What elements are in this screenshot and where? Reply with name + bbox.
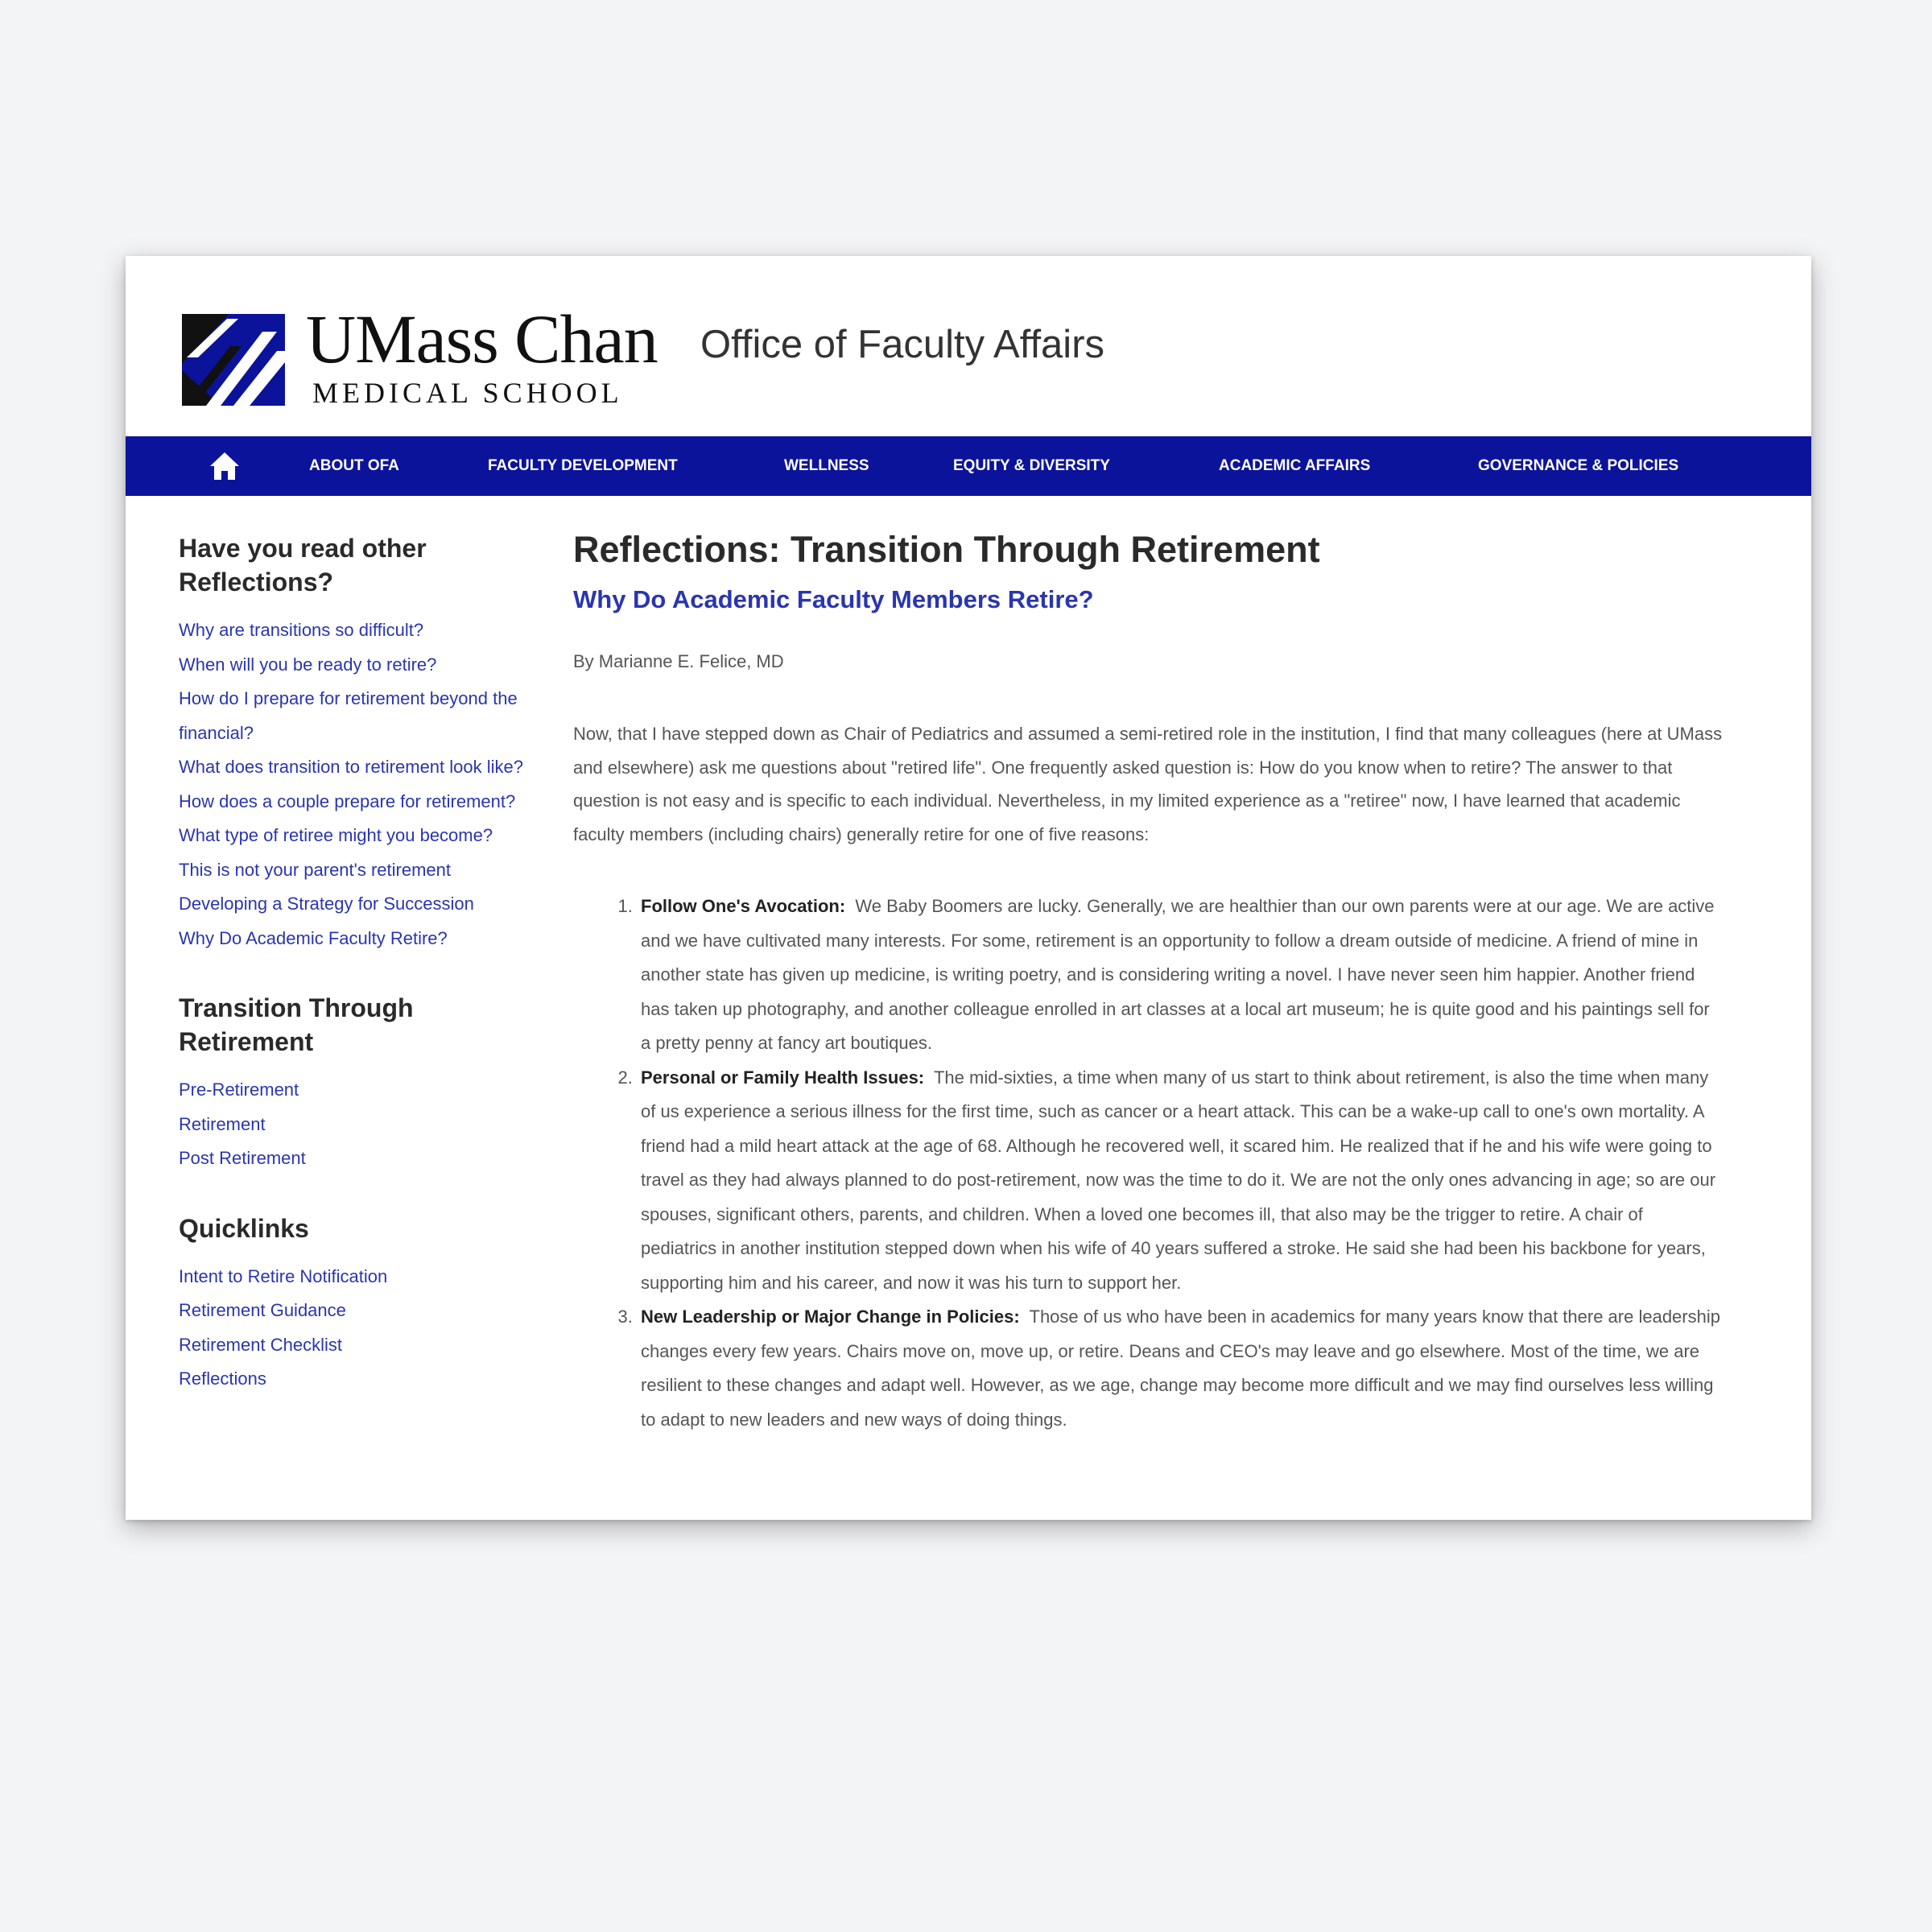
reason-text: The mid-sixties, a time when many of us start to think about retirement, is also the time when many of us experience a serious illness for the first time, such as cancer or a heart attack. This can be a wake-up call to one's own mortality. A friend had a mild heart attack at the age of 68. Although he recovered well, it scared him. He realized that if he and his wife were going to travel as they had always planned to do post-retirement, now was the time to do it. We are not the only ones advancing in age; so are our spouses, significant others, parents, and children. When a loved one becomes ill, that also may be the trigger to retire. A chair of pediatrics in another institution stepped down when his wife of 40 years suffered a stroke. He said she had been his backbone for years, supporting him and his career, and now it was his turn to support her. <box>641 1067 1716 1293</box>
main-content <box>573 530 1724 1437</box>
sidebar-heading-reflections: Have you read other Reflections? <box>179 534 427 597</box>
sidebar-link-post-retirement[interactable]: Post Retirement <box>179 1148 306 1168</box>
sidebar-link-pre-retirement[interactable]: Pre-Retirement <box>179 1080 299 1100</box>
list-item <box>638 1300 1723 1437</box>
sidebar-link-retirement-checklist[interactable]: Retirement Checklist <box>179 1334 342 1355</box>
reasons-list <box>573 890 1723 1437</box>
sidebar-link-why-transitions-difficult[interactable]: Why are transitions so difficult? <box>179 620 424 640</box>
sidebar-link-not-parents-retirement[interactable]: This is not your parent's retirement <box>179 859 452 880</box>
umass-chan-logo-icon[interactable] <box>182 314 285 406</box>
reason-title: New Leadership or Major Change in Policies: <box>641 1307 1020 1327</box>
wordmark-umass-chan[interactable]: UMass Chan <box>306 300 658 378</box>
list-item <box>638 890 1723 1061</box>
main-navigation <box>126 436 1811 496</box>
reason-title: Follow One's Avocation: <box>641 896 846 917</box>
nav-equity-diversity[interactable]: EQUITY & DIVERSITY <box>953 457 1110 474</box>
sidebar-spacer <box>179 1176 533 1212</box>
reason-text: We Baby Boomers are lucky. Generally, we are healthier than our own parents were at our age. We are active and we have cultivated many interests. For some, retirement is an opportunity to follow a dream outside of medicine. A friend of mine in another state has given up medicine, is writing poetry, and is considering writing a novel. I have never seen him happier. Another friend has taken up photography, and another colleague enrolled in art classes at a local art museum; he is quite good and his paintings sell for a pretty penny at fancy art boutiques. <box>641 896 1715 1054</box>
sidebar-link-transition-look-like[interactable]: What does transition to retirement look like? <box>179 757 523 777</box>
wordmark-medical-school[interactable]: MEDICAL SCHOOL <box>312 377 623 409</box>
sidebar-link-intent-to-retire[interactable]: Intent to Retire Notification <box>179 1265 388 1286</box>
byline: By Marianne E. Felice, MD <box>573 650 784 671</box>
sidebar-link-type-of-retiree[interactable]: What type of retiree might you become? <box>179 825 493 845</box>
nav-faculty-development[interactable]: FACULTY DEVELOPMENT <box>488 457 678 474</box>
reason-title: Personal or Family Health Issues: <box>641 1067 925 1088</box>
nav-academic-affairs[interactable]: ACADEMIC AFFAIRS <box>1219 457 1371 474</box>
page-subtitle: Why Do Academic Faculty Members Retire? <box>573 584 1094 613</box>
sidebar-link-retirement[interactable]: Retirement <box>179 1113 266 1134</box>
intro-paragraph: Now, that I have stepped down as Chair of Pediatrics and assumed a semi-retired role in the institution, I find that many colleagues (here at UMass and elsewhere) ask me questions about "retired life". One frequently asked question is: How do you know when to retire? The answer to that question is not easy and is specific to each individual. Nevertheless, in my limited experience as a "retiree" now, I have learned that academic faculty members (including chairs) generally retire for one of five reasons: <box>573 724 1723 844</box>
sidebar-link-why-faculty-retire[interactable]: Why Do Academic Faculty Retire? <box>179 927 448 948</box>
site-header <box>126 256 1811 436</box>
sidebar-link-couple-prepare[interactable]: How does a couple prepare for retirement? <box>179 791 516 811</box>
browser-page <box>126 256 1811 1520</box>
sidebar-link-reflections[interactable]: Reflections <box>179 1368 266 1389</box>
reason-text: Those of us who have been in academics for many years know that there are leadership changes every few years. Chairs move on, move up, or retire. Deans and CEO's may leave and go elsewhere. Most of the time, we are resilient to these changes and adapt well. However, as we age, change may become more difficult and we may find ourselves less willing to adapt to new leaders and new ways of doing things. <box>641 1307 1720 1430</box>
nav-wellness[interactable]: WELLNESS <box>784 457 869 474</box>
nav-governance-policies[interactable]: GOVERNANCE & POLICIES <box>1478 457 1679 474</box>
sidebar-heading-quicklinks: Quicklinks <box>179 1213 309 1243</box>
page-title: Reflections: Transition Through Retirement <box>573 529 1320 570</box>
sidebar <box>179 531 533 1397</box>
home-icon[interactable] <box>208 451 241 481</box>
list-item <box>638 1061 1723 1301</box>
sidebar-heading-transition: Transition Through Retirement <box>179 993 414 1056</box>
nav-about-ofa[interactable]: ABOUT OFA <box>309 457 399 474</box>
sidebar-link-prepare-beyond-financial[interactable]: How do I prepare for retirement beyond the financial? <box>179 688 518 743</box>
sidebar-link-strategy-succession[interactable]: Developing a Strategy for Succession <box>179 894 474 914</box>
office-name[interactable]: Office of Faculty Affairs <box>700 323 1105 366</box>
sidebar-spacer <box>179 956 533 991</box>
sidebar-link-when-ready-to-retire[interactable]: When will you be ready to retire? <box>179 654 437 675</box>
sidebar-link-retirement-guidance[interactable]: Retirement Guidance <box>179 1300 346 1320</box>
